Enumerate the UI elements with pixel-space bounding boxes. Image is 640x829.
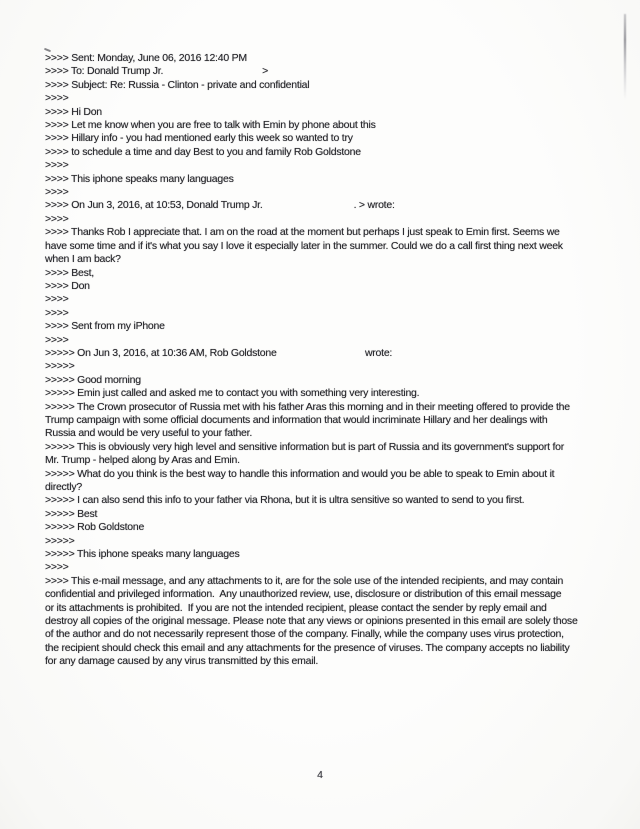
email-text-line: >>>> This iphone speaks many languages [45, 172, 234, 185]
email-text-line: Mr. Trump - helped along by Aras and Emin. [45, 454, 240, 467]
email-text-line: the recipient should check this email and any attachments for the presence of viruses. The company accepts no liability [45, 641, 570, 654]
email-text-line: >>>>> Good morning [45, 373, 141, 386]
email-text-line: >>>> [45, 293, 69, 306]
email-text-line: Russia and would be very useful to your father. [45, 427, 253, 440]
email-text-line: >>>>> On Jun 3, 2016, at 10:36 AM, Rob Goldstone wrote: [45, 346, 393, 359]
email-text-line: >>>> Hi Don [45, 105, 102, 118]
email-text-line: >>>> Let me know when you are free to talk with Emin by phone about this [45, 119, 376, 132]
email-text-line: >>>> Don [45, 279, 90, 292]
email-text-line: >>>> Thanks Rob I appreciate that. I am on the road at the moment but perhaps I just speak to Emin first. Seems we [45, 226, 560, 239]
email-text-line: confidential and privileged information. Any unauthorized review, use, disclosure or distribution of this email message [45, 588, 562, 601]
email-text-line: >>>> To: Donald Trump Jr. > [45, 65, 269, 78]
email-text-line: >>>>> Emin just called and asked me to contact you with something very interesting. [45, 387, 420, 400]
email-text-line: >>>> [45, 186, 69, 199]
email-text-line: have some time and if it's what you say I love it especially later in the summer. Could we do a call first thing next week [45, 239, 563, 252]
scan-artifact-scratch [624, 14, 626, 100]
email-text-line: >>>>> Best [45, 507, 98, 520]
email-text-line: >>>> [45, 212, 69, 225]
email-text-line: >>>> On Jun 3, 2016, at 10:53, Donald Trump Jr. . > wrote: [45, 199, 395, 212]
email-text-line: >>>>> The Crown prosecutor of Russia met with his father Aras this morning and in their meeting offered to provide the [45, 400, 570, 413]
email-text-line: >>>>> This iphone speaks many languages [45, 548, 240, 561]
email-text-line: >>>> [45, 159, 69, 172]
email-text-line: >>>> Hillary info - you had mentioned early this week so wanted to try [45, 132, 353, 145]
email-text-line: >>>> to schedule a time and day Best to you and family Rob Goldstone [45, 145, 361, 158]
email-text-line: >>>> This e-mail message, and any attachments to it, are for the sole use of the intended recipients, and may contain [45, 574, 564, 587]
email-text-line: >>>> [45, 306, 69, 319]
email-text-line: destroy all copies of the original message. Please note that any views or opinions presented in this email are solely those [45, 615, 578, 628]
email-body [45, 52, 622, 669]
email-text-line: of the author and do not necessarily represent those of the company. Finally, while the company uses virus protection, [45, 628, 564, 641]
email-text-line: >>>>> This is obviously very high level and sensitive information but is part of Russia and its government's support for [45, 440, 565, 453]
email-text-line: >>>> [45, 333, 69, 346]
email-text-line: >>>>> Rob Goldstone [45, 521, 145, 534]
email-text-line: or its attachments is prohibited. If you are not the intended recipient, please contact the sender by reply email and [45, 601, 547, 614]
page-number: 4 [317, 769, 323, 781]
email-text-line: Trump campaign with some official documents and information that would incriminate Hillary and her dealings with [45, 413, 548, 426]
email-text-line: >>>> Subject: Re: Russia - Clinton - private and confidential [45, 78, 310, 91]
email-text-line: >>>> [45, 561, 69, 574]
email-text-line: directly? [45, 481, 82, 493]
email-text-line: for any damage caused by any virus transmitted by this email. [45, 655, 319, 668]
email-text-line: >>>> [45, 92, 69, 105]
email-text-line: >>>> Sent: Monday, June 06, 2016 12:40 PM [45, 52, 247, 64]
email-text-line: >>>>> What do you think is the best way to handle this information and would you be able to speak to Emin about it [45, 467, 555, 480]
email-text-line: >>>> Best, [45, 266, 94, 279]
email-text-line: when I am back? [45, 253, 121, 266]
email-text-line: >>>>> [45, 360, 75, 373]
email-text-line: >>>>> I can also send this info to your father via Rhona, but it is ultra sensitive so wanted to send to you first. [45, 494, 525, 507]
email-text-line: >>>> Sent from my iPhone [45, 320, 165, 333]
email-text-line: >>>>> [45, 534, 75, 547]
